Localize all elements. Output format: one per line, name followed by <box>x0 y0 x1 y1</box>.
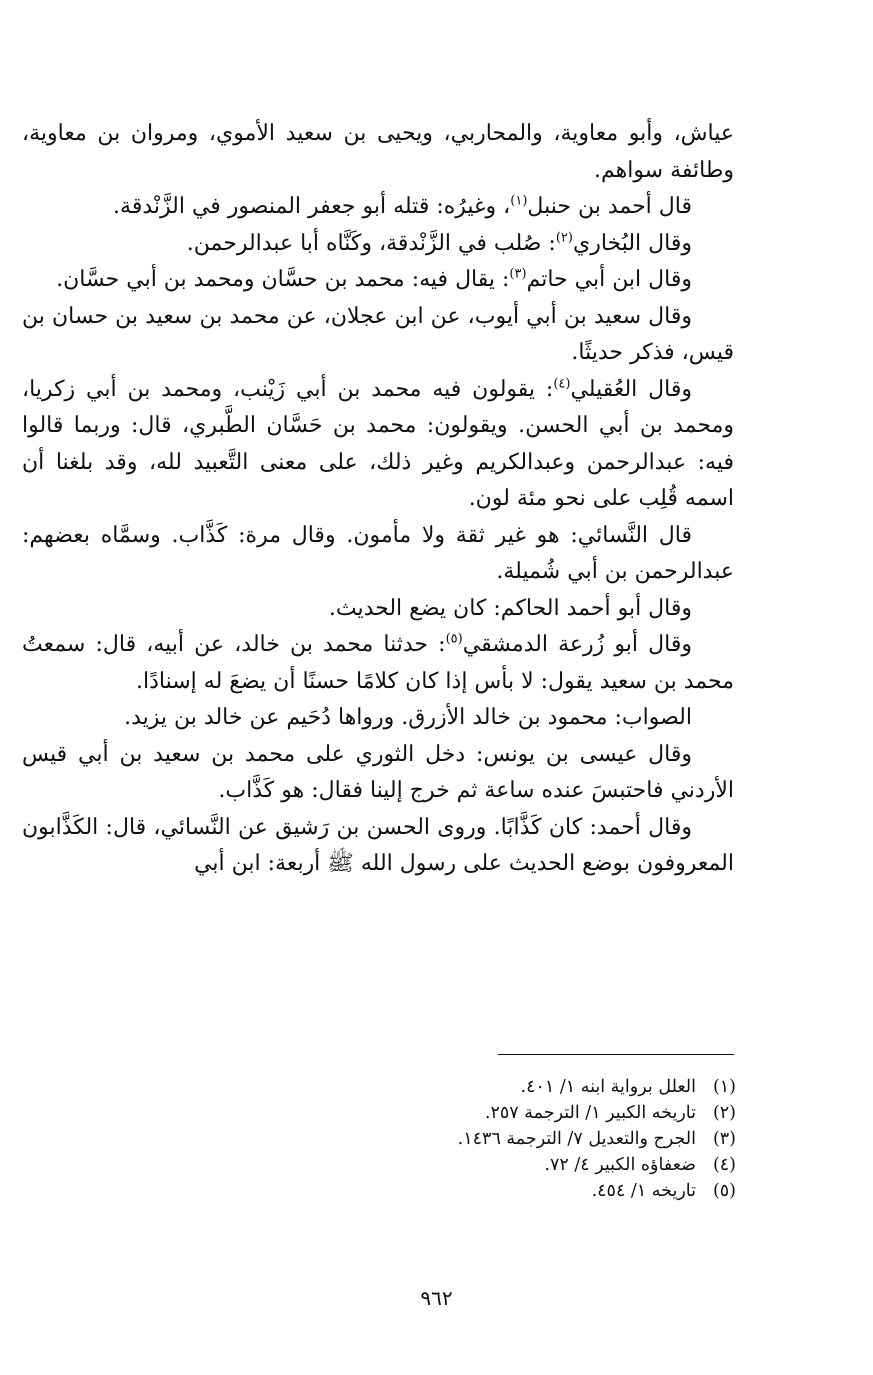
footnote-divider <box>498 1054 734 1055</box>
paragraph-2: قال أحمد بن حنبل$^{(١)}$، وغيرُه: قتله أبو جعفر المنصور في الزَّنْدقة. <box>113 193 692 219</box>
paragraph-9: وقال أبو زُرعة الدمشقي$^{(٥)}$: حدثنا محمد بن خالد، عن أبيه، قال: سمعتُ محمد بن سعيد يقول: لا بأس إذا كان كلامًا حسنًا أن يضعَ له إسنادًا. <box>22 631 734 694</box>
footnote-5 <box>200 1178 736 1204</box>
footnote-text: الجرح والتعديل ٧/ الترجمة ١٤٣٦. <box>457 1129 696 1149</box>
footnote-ref-2: (٢) <box>555 230 573 246</box>
footnote-4 <box>200 1152 736 1178</box>
paragraph-8: وقال أبو أحمد الحاكم: كان يضع الحديث. <box>328 595 692 621</box>
footnote-ref-4: (٤) <box>553 376 571 392</box>
footnote-number: (٤) <box>712 1155 736 1175</box>
paragraph-4: وقال ابن أبي حاتم$^{(٣)}$: يقال فيه: محمد بن حسَّان ومحمد بن أبي حسَّان. <box>56 266 692 292</box>
footnote-text: تاريخه ١/ ٤٥٤. <box>591 1181 696 1201</box>
paragraph-6: وقال العُقيلي$^{(٤)}$: يقولون فيه محمد بن أبي زَيْنب، ومحمد بن أبي زكريا، ومحمد بن أبي الحسن. ويقولون: محمد بن حَسَّان الطَّبري، قال: وربما قالوا فيه: عبدالرحمن وعبدالكريم وغير ذلك، على معنى التَّعبيد لله، وقد بلغنا أن اسمه قُلِب على نحو مئة لون. <box>22 376 734 511</box>
footnote-2 <box>200 1100 736 1126</box>
footnote-number: (١) <box>712 1077 736 1097</box>
footnote-ref-3: (٣) <box>509 266 527 282</box>
footnote-number: (٥) <box>712 1181 736 1201</box>
footnote-text: ضعفاؤه الكبير ٤/ ٧٢. <box>544 1155 696 1175</box>
page-number: ٩٦٢ <box>420 1286 453 1310</box>
footnotes <box>200 1074 736 1204</box>
footnote-ref-1: (١) <box>510 193 528 209</box>
paragraph-11: وقال عيسى بن يونس: دخل الثوري على محمد بن سعيد بن أبي قيس الأردني فاحتبسَ عنده ساعة ثم خرج إلينا فقال: هو كَذَّاب. <box>22 741 734 803</box>
footnote-3 <box>200 1126 736 1152</box>
footnote-text: تاريخه الكبير ١/ الترجمة ٢٥٧. <box>484 1103 696 1123</box>
footnote-number: (٢) <box>712 1103 736 1123</box>
paragraph-7: قال النَّسائي: هو غير ثقة ولا مأمون. وقال مرة: كَذَّاب. وسمَّاه بعضهم: عبدالرحمن بن أبي شُميلة. <box>22 522 734 584</box>
footnote-text: العلل برواية ابنه ١/ ٤٠١. <box>520 1077 696 1097</box>
paragraph-3: وقال البُخاري$^{(٢)}$: صُلب في الزَّنْدقة، وكَنَّاه أبا عبدالرحمن. <box>186 230 692 256</box>
paragraph-5: وقال سعيد بن أبي أيوب، عن ابن عجلان، عن محمد بن سعيد بن حسان بن قيس، فذكر حديثًا. <box>22 303 734 365</box>
footnote-ref-5: (٥) <box>445 631 463 647</box>
footnote-number: (٣) <box>712 1129 736 1149</box>
main-text <box>22 116 734 883</box>
paragraph-10: الصواب: محمود بن خالد الأزرق. ورواها دُحَيم عن خالد بن يزيد. <box>124 705 692 730</box>
footnote-1 <box>200 1074 736 1100</box>
paragraph-12: وقال أحمد: كان كَذَّابًا. وروى الحسن بن رَشيق عن النَّسائي، قال: الكَذَّابون المعروفون بوضع الحديث على رسول الله ﷺ أربعة: ابن أبي <box>22 814 734 876</box>
paragraph-1: عياش، وأبو معاوية، والمحاربي، ويحيى بن سعيد الأموي، ومروان بن معاوية، وطائفة سواهم. <box>22 121 734 183</box>
